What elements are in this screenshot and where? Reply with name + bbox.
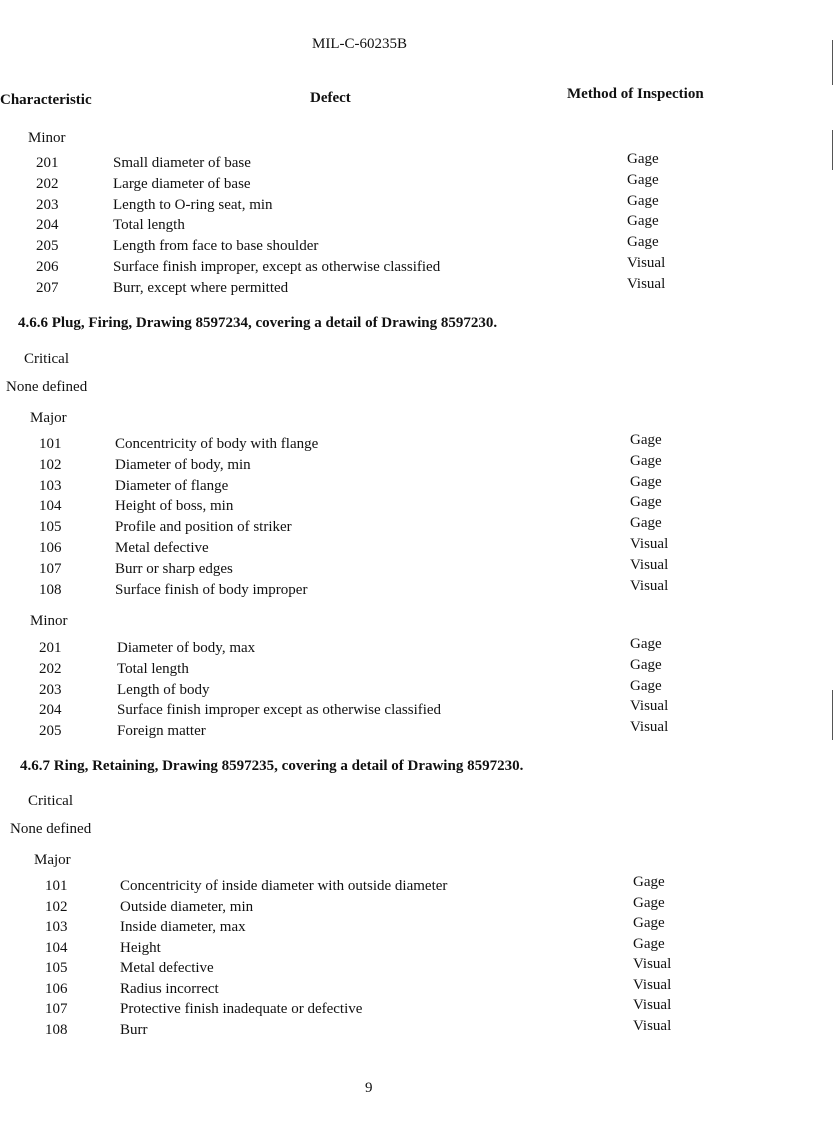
defect-description: Burr, except where permitted: [113, 279, 289, 296]
defect-description: Diameter of body, min: [115, 456, 251, 473]
defect-description: Radius incorrect: [120, 980, 219, 997]
inspection-method: Gage: [633, 915, 665, 931]
defect-row: [0, 171, 835, 197]
defect-row: [0, 213, 835, 238]
defect-number: 104: [39, 498, 62, 515]
defect-row: [0, 452, 835, 478]
defect-number: 103: [39, 477, 62, 494]
defect-description: Length of body: [117, 681, 210, 698]
defect-number: 207: [36, 279, 59, 296]
defect-description: Height of boss, min: [115, 498, 234, 515]
defect-description: Burr: [120, 1021, 148, 1038]
inspection-method: Visual: [630, 719, 669, 736]
defect-row: [0, 997, 835, 1022]
scan-edge-mark: [832, 130, 833, 170]
defect-row: [0, 473, 835, 499]
defect-number: 107: [45, 1001, 68, 1017]
defect-description: Total length: [117, 660, 189, 677]
defect-number: 104: [45, 939, 68, 956]
defect-description: Diameter of body, max: [117, 640, 256, 656]
inspection-method: Visual: [630, 556, 669, 573]
defect-description: Foreign matter: [117, 723, 206, 740]
inspection-method: Gage: [627, 171, 659, 188]
defect-row: [0, 151, 835, 176]
defect-number: 205: [39, 723, 62, 740]
defect-row: [0, 536, 835, 561]
defect-row: [0, 1017, 835, 1043]
document-id: MIL-C-60235B: [312, 36, 407, 52]
defect-number: 204: [36, 217, 59, 234]
defect-description: Surface finish of body improper: [115, 581, 308, 598]
defect-description: Outside diameter, min: [120, 898, 254, 915]
defect-number: 201: [36, 155, 59, 171]
defect-row: [0, 698, 835, 723]
inspection-method: Visual: [633, 976, 672, 993]
defect-row: [0, 874, 835, 899]
inspection-method: Visual: [630, 536, 669, 552]
inspection-method: Visual: [633, 1017, 672, 1034]
defect-description: Protective finish inadequate or defective: [120, 1001, 363, 1017]
defect-description: Metal defective: [120, 960, 214, 976]
defect-number: 201: [39, 640, 62, 656]
defect-row: [0, 894, 835, 920]
inspection-method: Visual: [630, 698, 669, 715]
defect-description: Concentricity of body with flange: [115, 436, 319, 452]
defect-description: Burr or sharp edges: [115, 560, 233, 577]
inspection-method: Gage: [633, 935, 665, 952]
inspection-method: Gage: [633, 894, 665, 911]
defect-description: Surface finish improper, except as otherwise classified: [113, 259, 441, 275]
inspection-method: Gage: [630, 636, 662, 652]
defect-row: [0, 192, 835, 218]
page-number: 9: [365, 1080, 373, 1096]
defect-number: 103: [45, 919, 68, 935]
defect-number: 203: [39, 681, 62, 698]
major-heading: Major: [34, 852, 71, 868]
defect-row: [0, 656, 835, 682]
inspection-method: Gage: [627, 192, 659, 209]
minor-heading: Minor: [30, 613, 68, 629]
defect-row: [0, 432, 835, 457]
inspection-method: Gage: [627, 151, 659, 167]
defect-number: 105: [39, 519, 62, 536]
defect-number: 202: [36, 175, 59, 192]
inspection-method: Gage: [627, 213, 659, 230]
section-title-4-6-6: 4.6.6 Plug, Firing, Drawing 8597234, covering a detail of Drawing 8597230.: [18, 315, 498, 331]
inspection-method: Visual: [627, 275, 666, 292]
defect-row: [0, 915, 835, 940]
defect-row: [0, 515, 835, 540]
defect-number: 106: [39, 540, 62, 556]
none-defined-text: None defined: [10, 821, 92, 837]
column-header-method: Method of Inspection: [567, 86, 704, 102]
critical-heading: Critical: [24, 351, 69, 367]
inspection-method: Gage: [627, 234, 659, 251]
defect-number: 105: [45, 960, 68, 976]
defect-row: [0, 255, 835, 280]
defect-row: [0, 719, 835, 744]
inspection-method: Gage: [630, 656, 662, 673]
defect-row: [0, 556, 835, 582]
column-header-characteristic: Characteristic: [0, 92, 92, 108]
defect-description: Profile and position of striker: [115, 519, 292, 536]
critical-heading: Critical: [28, 793, 73, 809]
scan-edge-mark: [832, 40, 833, 85]
scan-edge-mark: [832, 690, 833, 740]
defect-description: Total length: [113, 217, 185, 234]
defect-number: 204: [39, 702, 62, 719]
defect-number: 206: [36, 259, 59, 275]
defect-number: 101: [45, 878, 68, 894]
defect-description: Metal defective: [115, 540, 209, 556]
defect-description: Length from face to base shoulder: [113, 238, 319, 255]
defect-number: 108: [45, 1021, 68, 1038]
defect-number: 107: [39, 560, 62, 577]
inspection-method: Visual: [630, 577, 669, 594]
defect-row: [0, 636, 835, 661]
defect-description: Concentricity of inside diameter with outside diameter: [120, 878, 448, 894]
column-header-defect: Defect: [310, 90, 351, 106]
defect-description: Inside diameter, max: [120, 919, 246, 935]
inspection-method: Gage: [633, 874, 665, 890]
defect-number: 205: [36, 238, 59, 255]
defect-number: 102: [45, 898, 68, 915]
inspection-method: Visual: [633, 997, 672, 1013]
inspection-method: Gage: [630, 515, 662, 532]
inspection-method: Gage: [630, 677, 662, 694]
inspection-method: Gage: [630, 494, 662, 511]
minor-heading: Minor: [28, 130, 66, 146]
defect-row: [0, 935, 835, 961]
inspection-method: Gage: [630, 473, 662, 490]
defect-row: [0, 275, 835, 301]
major-heading: Major: [30, 410, 67, 426]
inspection-method: Visual: [633, 956, 672, 972]
none-defined-text: None defined: [6, 379, 88, 395]
defect-number: 106: [45, 980, 68, 997]
inspection-method: Visual: [627, 255, 666, 271]
defect-row: [0, 677, 835, 703]
inspection-method: Gage: [630, 432, 662, 448]
defect-description: Small diameter of base: [113, 155, 251, 171]
defect-number: 102: [39, 456, 62, 473]
defect-description: Diameter of flange: [115, 477, 229, 494]
defect-row: [0, 976, 835, 1002]
defect-number: 101: [39, 436, 62, 452]
defect-row: [0, 494, 835, 519]
defect-row: [0, 234, 835, 259]
defect-description: Surface finish improper except as otherwise classified: [117, 702, 442, 719]
defect-number: 108: [39, 581, 62, 598]
defect-description: Large diameter of base: [113, 175, 251, 192]
defect-row: [0, 577, 835, 603]
section-title-4-6-7: 4.6.7 Ring, Retaining, Drawing 8597235, covering a detail of Drawing 8597230.: [20, 758, 524, 774]
defect-number: 203: [36, 196, 59, 213]
defect-number: 202: [39, 660, 62, 677]
defect-description: Length to O-ring seat, min: [113, 196, 273, 213]
defect-row: [0, 956, 835, 981]
inspection-method: Gage: [630, 452, 662, 469]
defect-description: Height: [120, 939, 161, 956]
